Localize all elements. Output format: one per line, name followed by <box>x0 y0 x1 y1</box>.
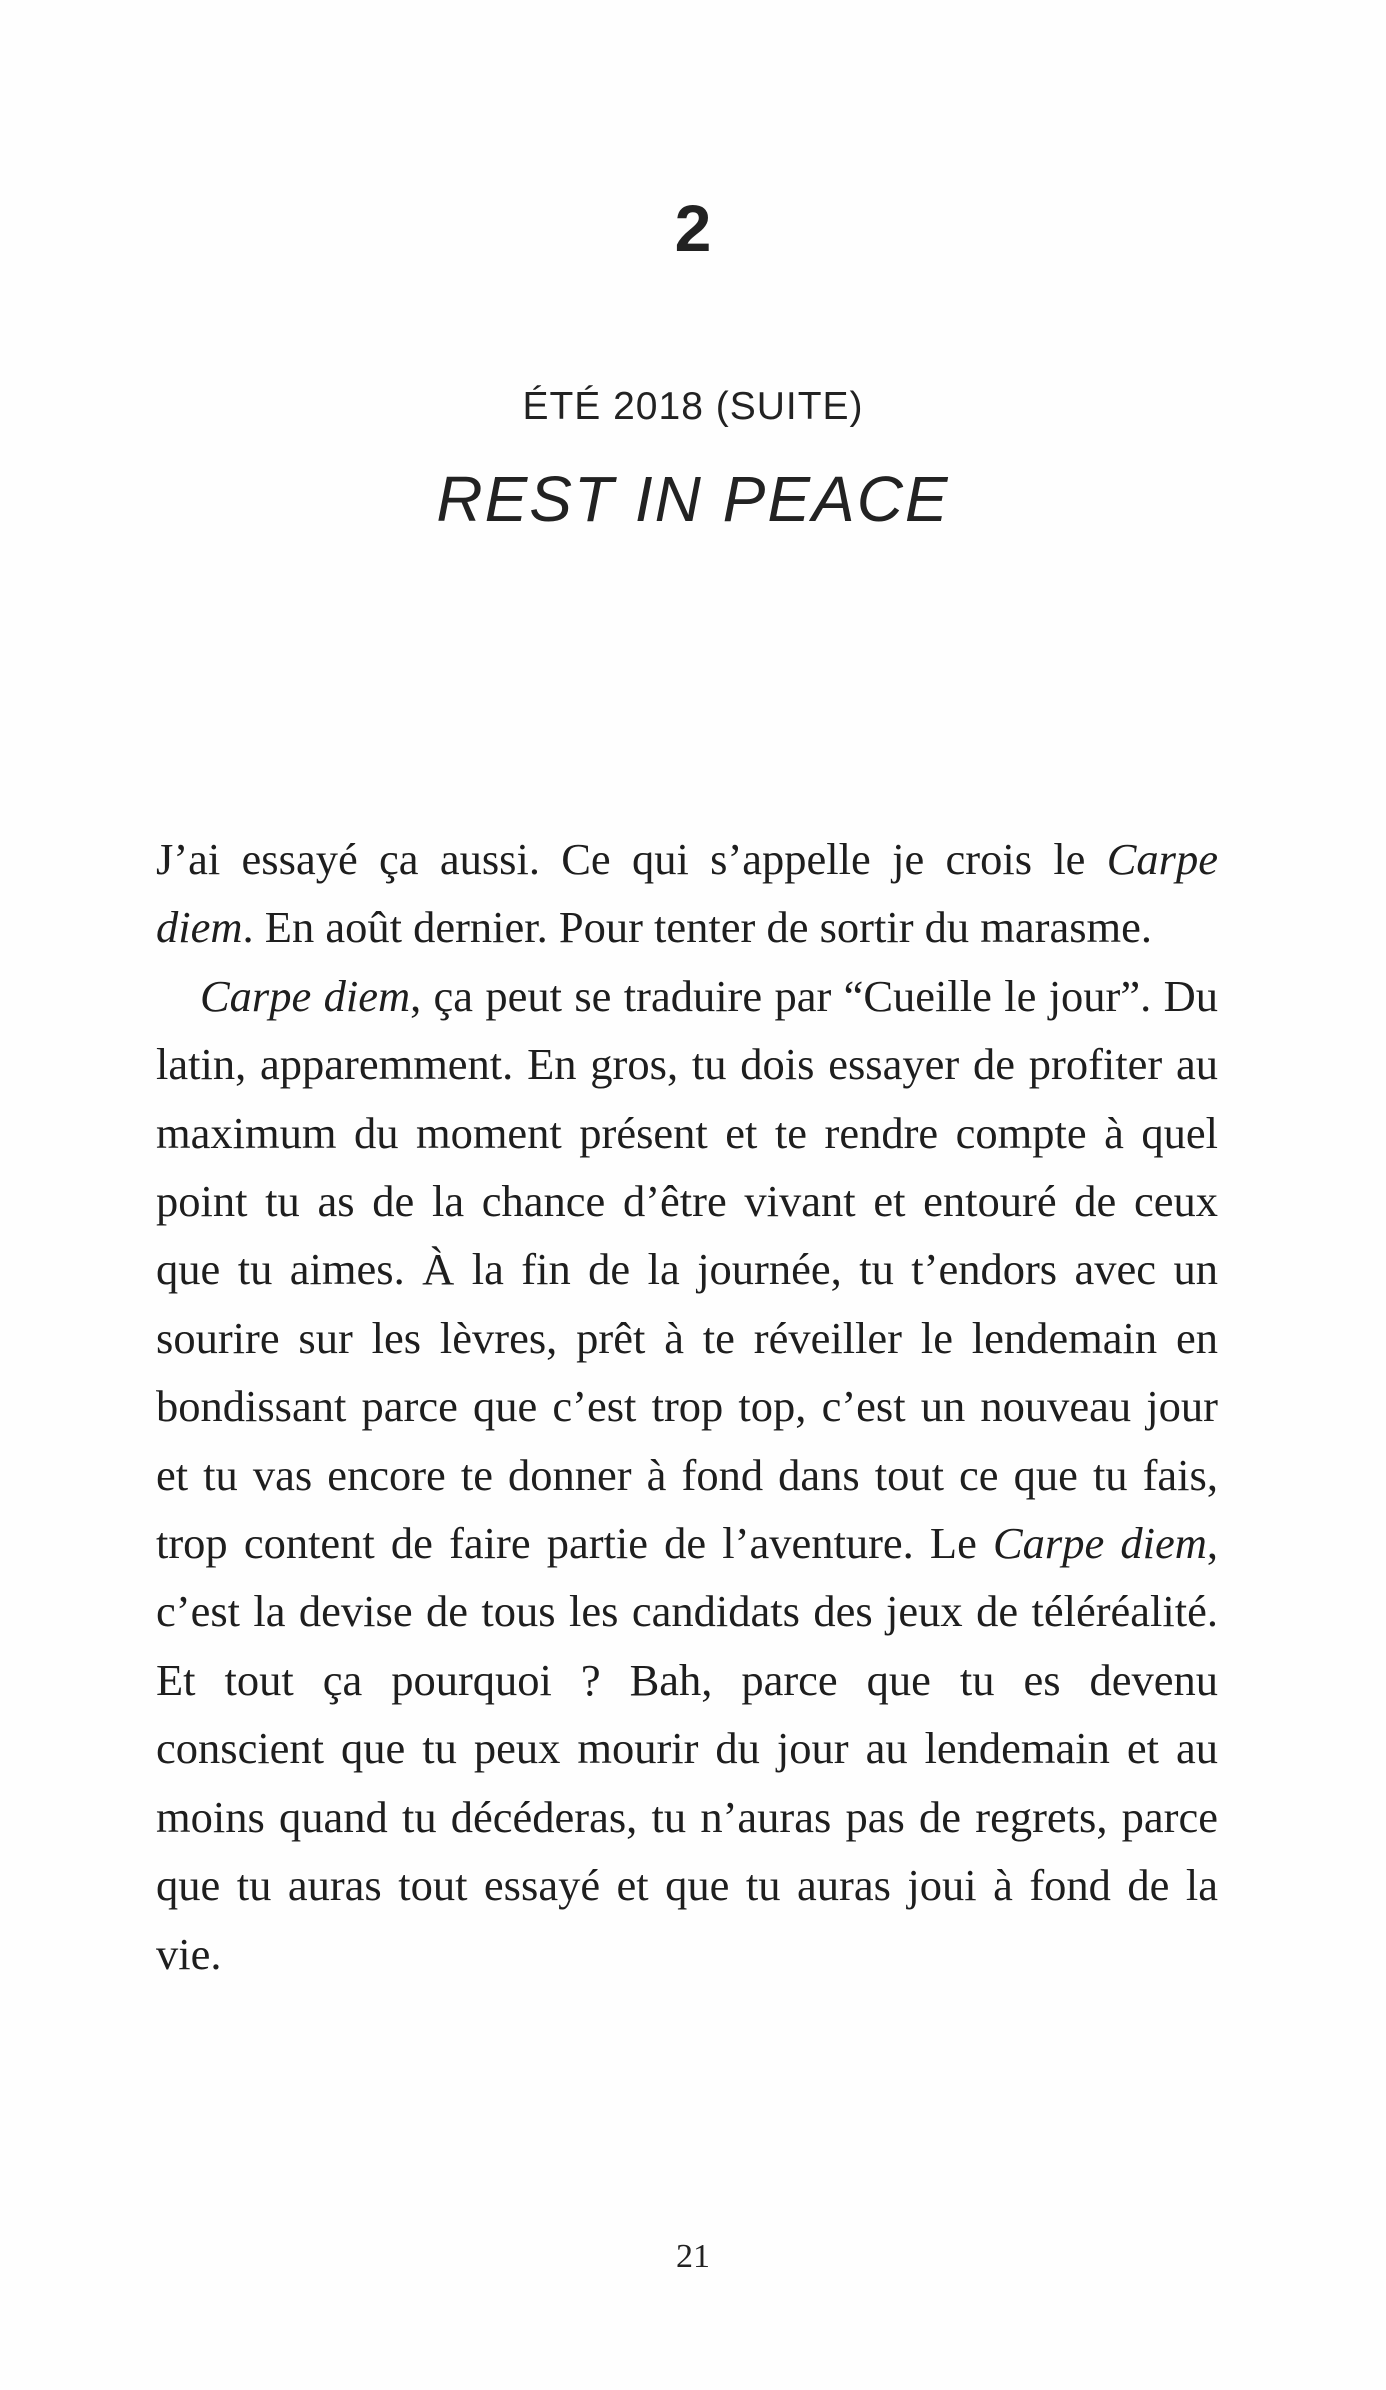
paragraph-run: , c’est la devise de tous les candidats des jeux de téléréalité. Et tout ça pourquoi ? Bah, parce que tu es devenu conscient que tu peux mourir du jour au lendemain et au moins quand tu décéderas, tu n’auras pas de regrets, parce que tu auras tout essayé et que tu auras joui à fond de la vie. <box>156 1518 1218 1979</box>
paragraph-run: . En août dernier. Pour tenter de sortir du marasme. <box>242 902 1153 953</box>
body-text <box>156 825 1218 1988</box>
paragraph-run-italic: Carpe diem <box>992 1518 1207 1569</box>
chapter-number: 2 <box>674 191 712 265</box>
paragraph-run-italic: Carpe diem <box>200 970 411 1021</box>
paragraph-2 <box>156 962 1218 1988</box>
chapter-title: REST IN PEACE <box>436 463 950 535</box>
chapter-subtitle: ÉTÉ 2018 (SUITE) <box>522 385 864 428</box>
paragraph-1 <box>156 825 1218 962</box>
page-number: 21 <box>676 2238 710 2275</box>
paragraph-run-italic: Carpe diem <box>156 834 1218 953</box>
paragraph-run: , ça peut se traduire par “Cueille le jour”. Du latin, apparemment. En gros, tu dois essayer de profiter au maximum du moment présent et te rendre compte à quel point tu as de la chance d’être vivant et entouré de ceux que tu aimes. À la fin de la journée, tu t’endors avec un sourire sur les lèvres, prêt à te réveiller le lendemain en bondissant parce que c’est trop top, c’est un nouveau jour et tu vas encore te donner à fond dans tout ce que tu fais, trop content de faire partie de l’aventure. Le <box>156 970 1218 1569</box>
paragraph-run: J’ai essayé ça aussi. Ce qui s’appelle je crois le <box>156 834 1107 884</box>
